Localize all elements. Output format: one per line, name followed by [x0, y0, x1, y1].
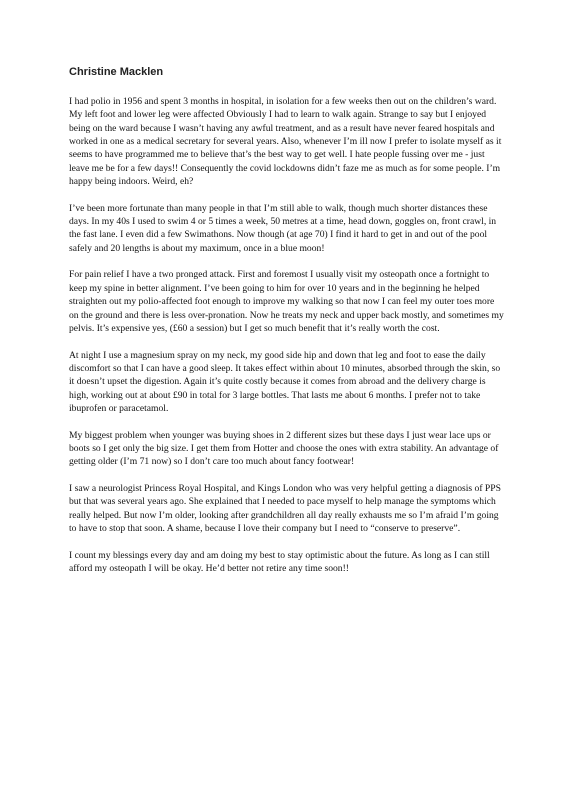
paragraph-polio-history: I had polio in 1956 and spent 3 months in hospital, in isolation for a few weeks then out on the children’s ward. My left foot and lower leg were affected Obviously I had to learn to walk again. Strange to say but I enjoyed being on the ward because I wasn’t having any awful treatment, and as a result have never feared hospitals and worked in one as a medical secretary for several years. Also, whenever I’m ill now I prefer to isolate myself as it seems to have programmed me to believe that’s the best way to get well. I hate people fussing over me - just leave me be for a few days!! Consequently the covid lockdowns didn’t faze me as much as for some people. I’m happy being indoors. Weird, eh? [69, 96, 502, 188]
paragraph-closing: I count my blessings every day and am doing my best to stay optimistic about the future. As long as I can still afford my osteopath I will be okay. He’d better not retire any time soon!! [69, 549, 490, 575]
author-name: Christine Macklen [69, 66, 164, 78]
document-body [69, 95, 505, 589]
paragraph-magnesium: At night I use a magnesium spray on my neck, my good side hip and down that leg and foot to ease the daily discomfort so that I can have a good sleep. It takes effect within about 10 minutes, absorbed through the skin, so it doesn’t upset the digestion. Again it’s quite costly because it comes from abroad and the delivery charge is high, working out at about £90 in total for 3 large bottles. That lasts me about 6 months. I prefer not to take ibuprofen or paracetamol. [69, 349, 501, 414]
paragraph-pain-relief: For pain relief I have a two pronged attack. First and foremost I usually visit my osteopath once a fortnight to keep my spine in better alignment. I’ve been going to him for over 10 years and in the beginning he helped straighten out my polio-affected foot enough to improve my walking so that now I can feel my outer toes more on the ground and there is less over-pronation. Now he treats my neck and upper back mostly, and sometimes my pelvis. It’s expensive yes, (£60 a session) but I get so much benefit that it’s really worth the cost. [69, 269, 504, 334]
paragraph-neurologist: I saw a neurologist Princess Royal Hospital, and Kings London who was very helpful getting a diagnosis of PPS but that was several years ago. She explained that I needed to pace myself to help manage the symptoms which really helped. But now I’m older, looking after grandchildren all day really exhausts me so I’m afraid I’m going to have to stop that soon. A shame, because I love their company but I need to “conserve to preserve”. [69, 482, 501, 534]
paragraph-swimming: I’ve been more fortunate than many people in that I’m still able to walk, though much shorter distances these days. In my 40s I used to swim 4 or 5 times a week, 50 metres at a time, head down, goggles on, front crawl, in the fast lane. I even did a few Swimathons. Now though (at age 70) I find it hard to get in and out of the pool safely and 20 lengths is about my maximum, once in a blue moon! [69, 202, 497, 254]
paragraph-shoes: My biggest problem when younger was buying shoes in 2 different sizes but these days I just wear lace ups or boots so I get only the big size. I get them from Hotter and choose the ones with extra stability. An advantage of getting older (I’m 71 now) so I don’t care too much about fancy footwear! [69, 429, 499, 468]
